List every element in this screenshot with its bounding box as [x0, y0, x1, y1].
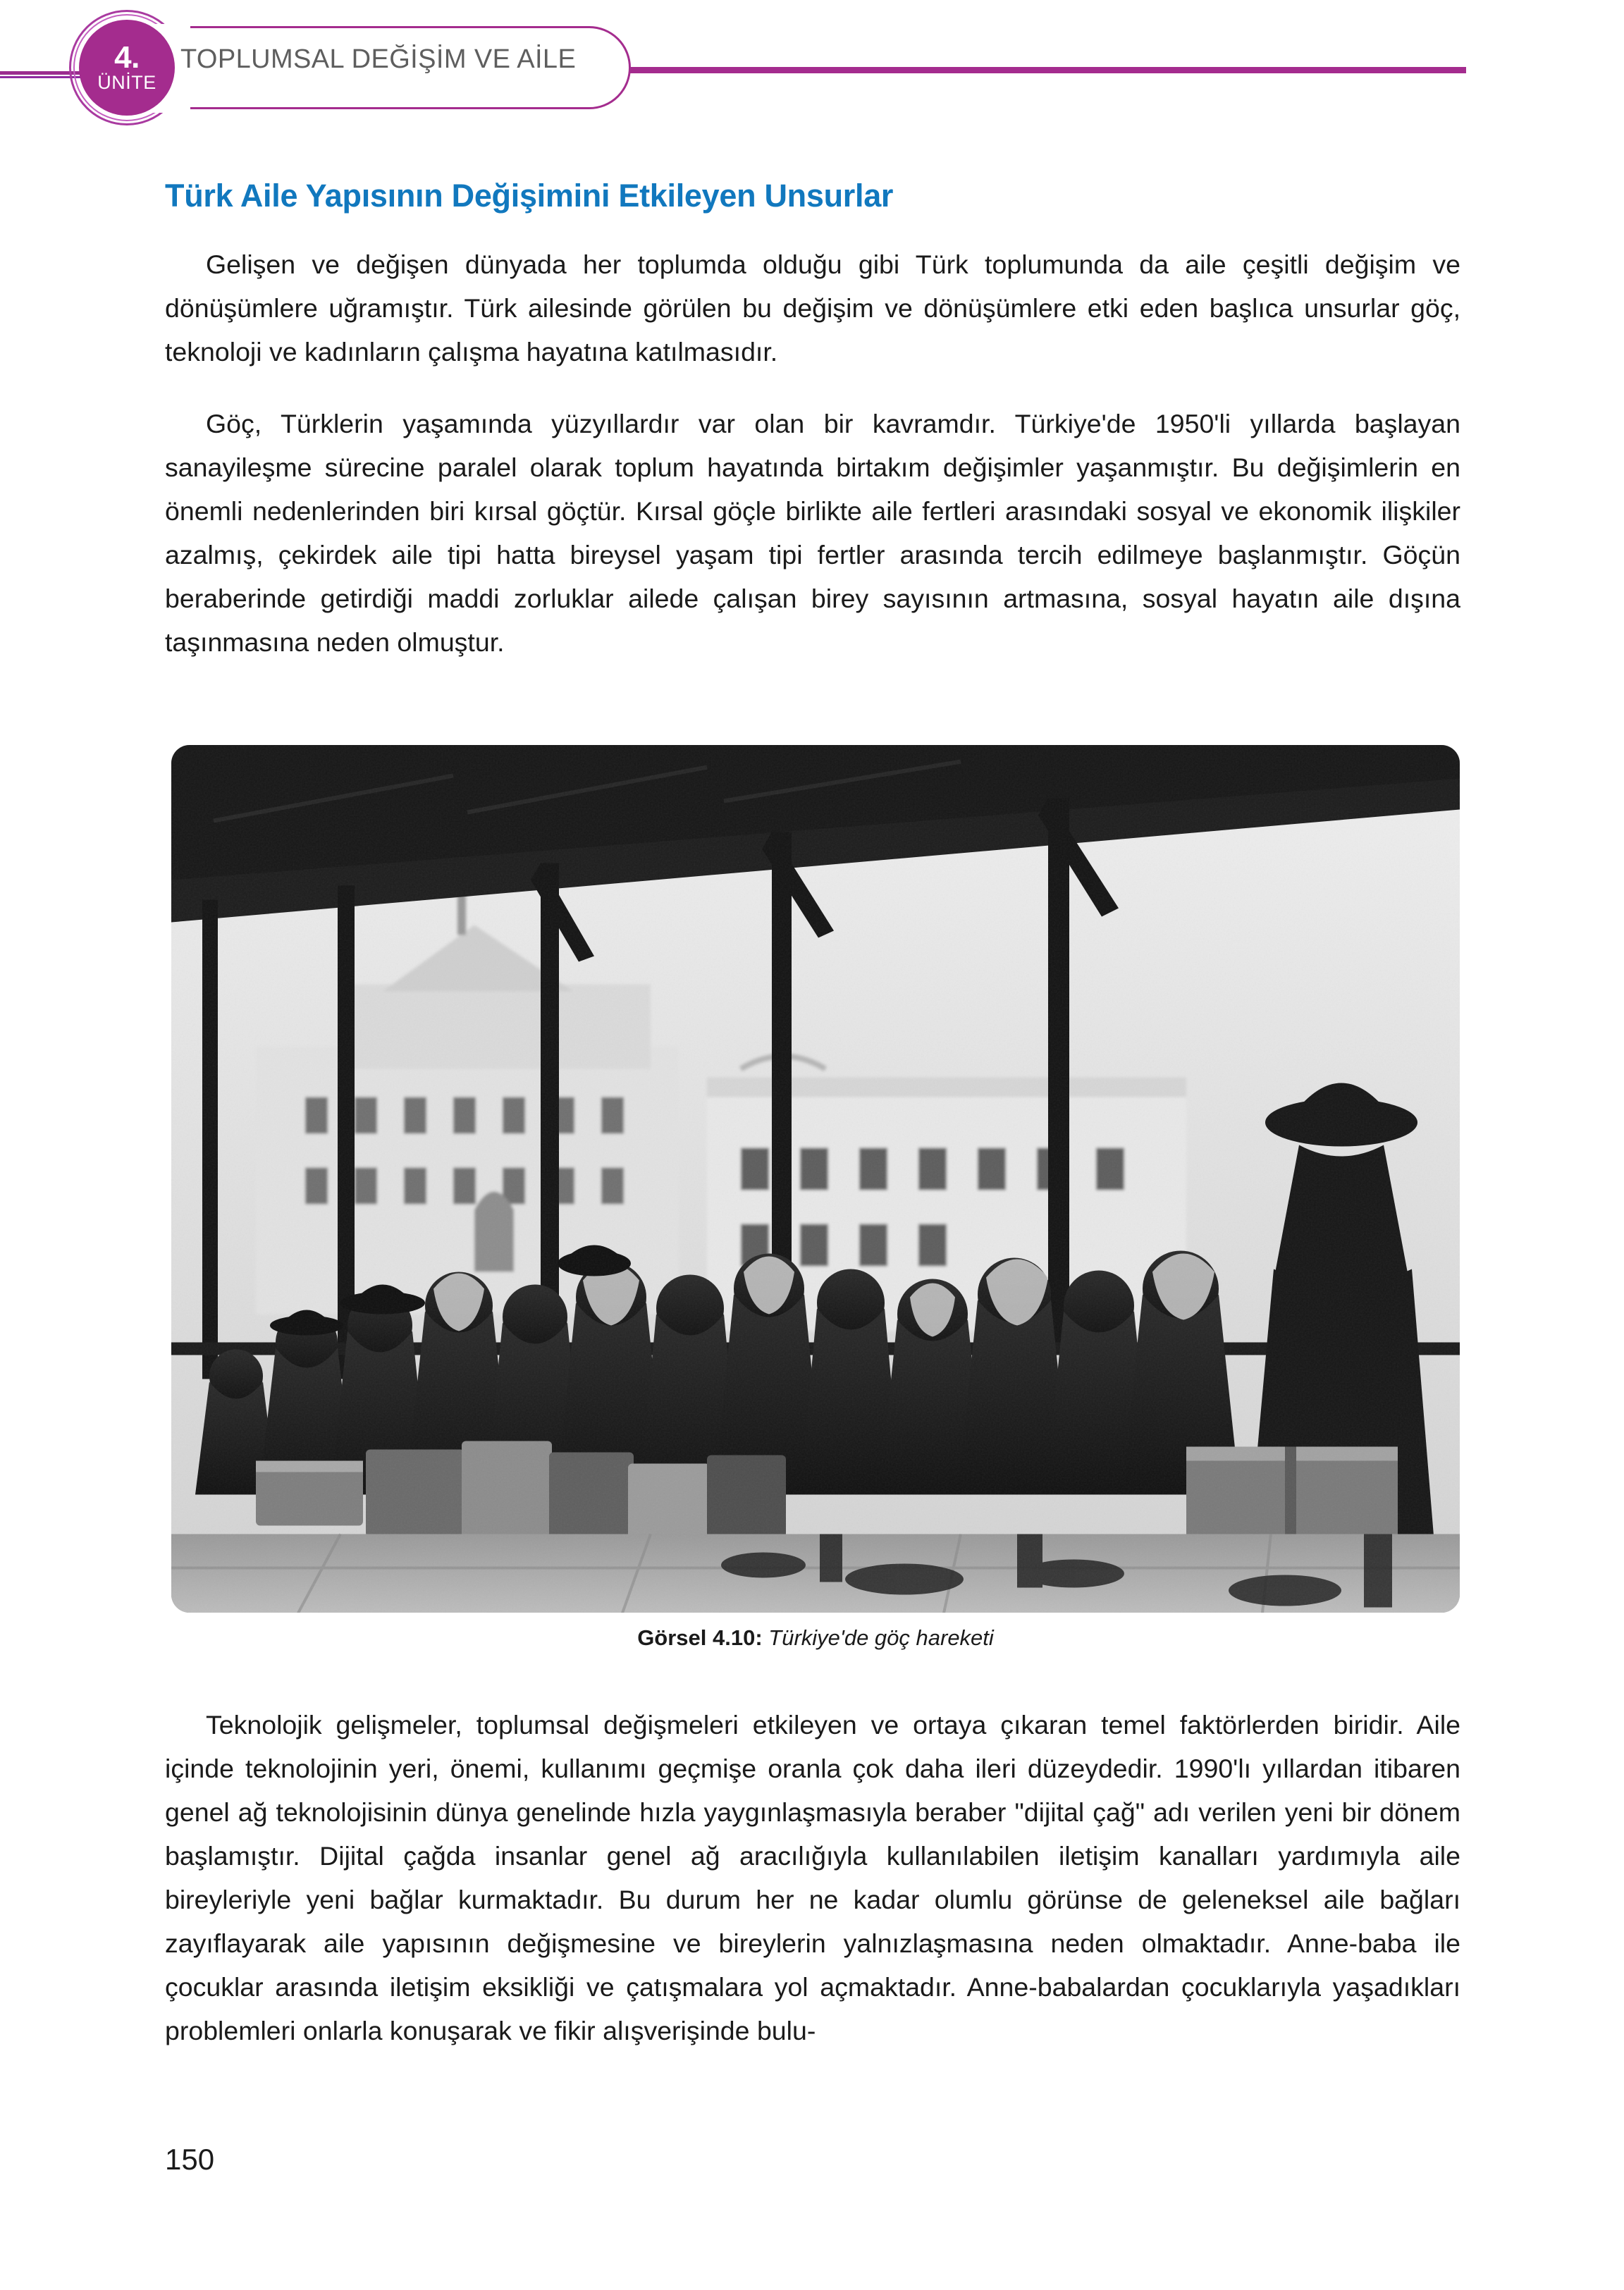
figure-image-illustration — [171, 745, 1460, 1613]
page-header — [0, 0, 1624, 120]
paragraph-3: Teknolojik gelişmeler, toplumsal değişmeleri etkileyen ve ortaya çıkaran temel faktörlerden biridir. Aile içinde teknolojinin yeri, önemi, kullanımı geçmişe oranla çok daha ileri düzeydedir. 1990'lı yıllardan itibaren genel ağ teknolojisinin dünya genelinde hızla yaygınlaşmasıyla beraber "dijital çağ" adı verilen yeni bir dönem başlamıştır. Dijital çağda insanlar genel ağ aracılığıyla kullanılabilen iletişim kanalları yardımıyla aile bireyleriyle yeni bağlar kurmaktadır. Bu durum her ne kadar olumlu görünse de geleneksel aile bağları zayıflayarak aile yapısının değişmesine ve bireylerin yalnızlaşmasına neden olmaktadır. Anne-baba ile çocuklar arasında iletişim eksikliği ve çatışmalara yol açmaktadır. Anne-babalardan çocuklarıyla yaşadıkları problemleri onlarla konuşarak ve fikir alışverişinde bulu- — [165, 1709, 1460, 2045]
section-title: Türk Aile Yapısının Değişimini Etkileyen Unsurlar — [165, 178, 894, 214]
figure-caption-label: Görsel 4.10: — [637, 1625, 769, 1650]
paragraph-2: Göç, Türklerin yaşamında yüzyıllardır var olan bir kavramdır. Türkiye'de 1950'li yıllarda başlayan sanayileşme sürecine paralel olarak toplum hayatında birtakım değişimler yaşanmıştır. Bu değişimlerin en önemli nedenlerinden biri kırsal göçtür. Kırsal göçle birlikte aile fertleri arasındaki sosyal ve ekonomik ilişkiler azalmış, çekirdek aile tipi hatta bireysel yaşam tipi fertler arasında tercih edilmeye başlanmıştır. Göçün beraberinde getirdiği maddi zorluklar ailede çalışan birey sayısının artmasına, sosyal hayatın aile dışına taşınmasına neden olmuştur. — [165, 408, 1460, 657]
figure-caption-description: Türkiye'de göç hareketi — [768, 1625, 994, 1650]
unit-number: 4. — [114, 39, 140, 75]
paragraph-1: Gelişen ve değişen dünyada her toplumda olduğu gibi Türk toplumunda da aile çeşitli değişim ve dönüşümlere uğramıştır. Türk ailesinde görülen bu değişim ve dönüşümlere etki eden başlıca unsurlar göç, teknoloji ve kadınların çalışma hayatına katılmasıdır. — [165, 249, 1460, 367]
figure-image — [171, 745, 1460, 1613]
unit-badge — [79, 20, 175, 116]
unit-title: TOPLUMSAL DEĞİŞİM VE AİLE — [180, 44, 577, 74]
page-number: 150 — [165, 2143, 215, 2176]
figure-caption — [171, 1625, 1460, 1651]
header-right-rule — [620, 67, 1466, 73]
unit-label: ÜNİTE — [97, 71, 156, 93]
